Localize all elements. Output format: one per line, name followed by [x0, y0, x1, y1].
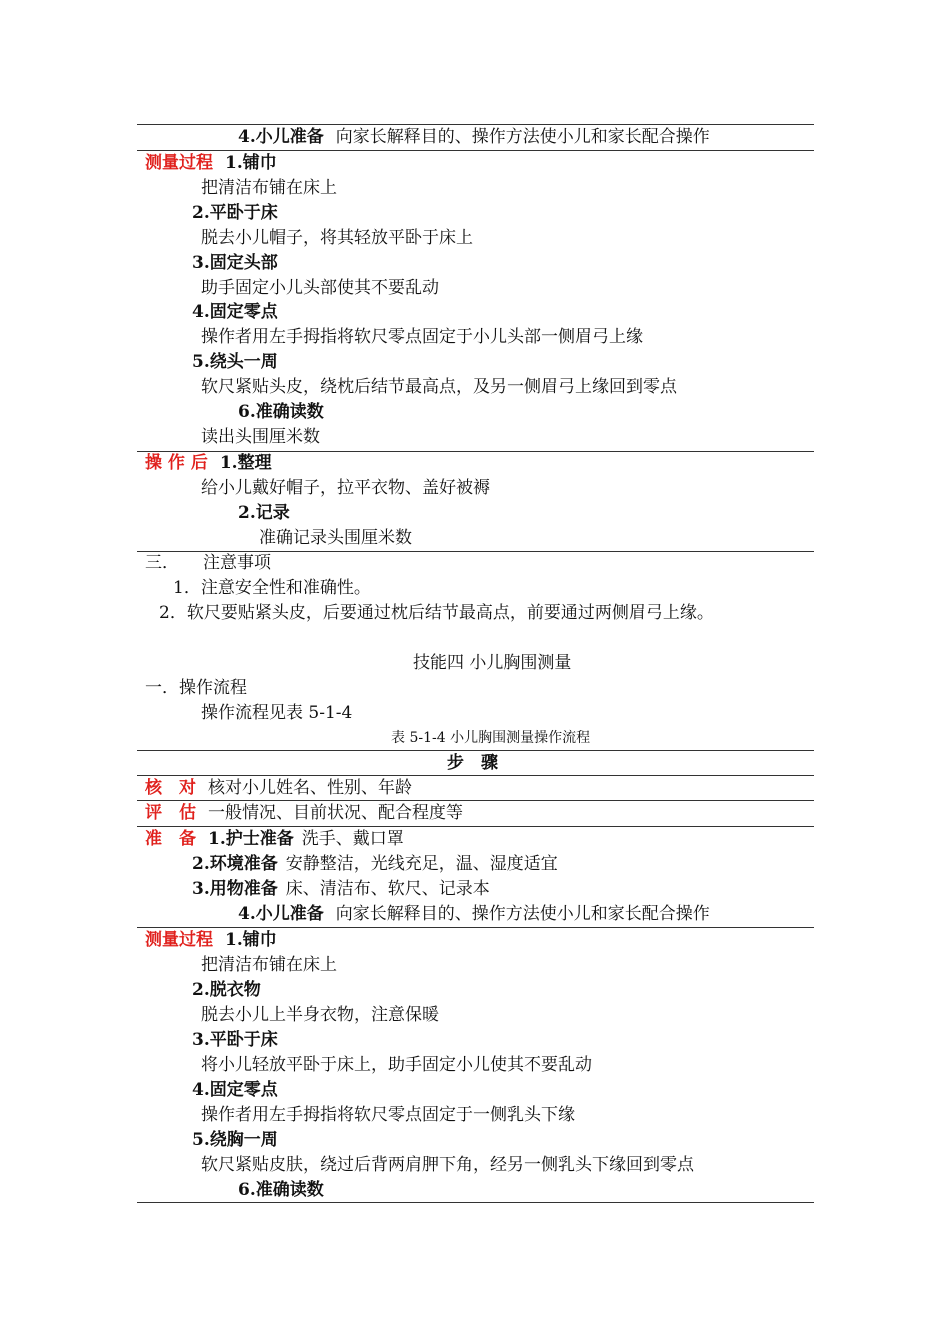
table-row: 4.小儿准备 向家长解释目的、操作方法使小儿和家长配合操作 — [238, 904, 710, 924]
step-text: 脱去小儿帽子，将其轻放平卧于床上 — [201, 228, 473, 248]
table-row: 测量过程 1.铺巾 — [145, 153, 277, 173]
step-title: 4.固定零点 — [192, 302, 278, 322]
step-text: 操作者用左手拇指将软尺零点固定于一侧乳头下缘 — [201, 1105, 575, 1125]
row-label-eval: 评 估 — [145, 803, 196, 823]
step-text: 软尺紧贴头皮，绕枕后结节最高点，及另一侧眉弓上缘回到零点 — [201, 377, 677, 397]
step-text: 把清洁布铺在床上 — [201, 178, 337, 198]
step-title: 3.固定头部 — [192, 253, 278, 273]
step-title: 2.平卧于床 — [192, 203, 278, 223]
step-text: 助手固定小儿头部使其不要乱动 — [201, 278, 439, 298]
step-title: 5.绕头一周 — [192, 352, 278, 372]
section-heading: 一．操作流程 — [145, 678, 247, 698]
notes-heading: 三． 注意事项 — [145, 553, 271, 573]
step-title: 5.绕胸一周 — [192, 1130, 278, 1150]
row-label-check: 核 对 — [145, 778, 196, 798]
table-row: 评 估 一般情况、目前状况、配合程度等 — [145, 803, 463, 823]
step-title: 2.脱衣物 — [192, 980, 261, 1000]
table-rule — [137, 927, 814, 928]
step-text: 准确记录头围厘米数 — [259, 528, 412, 548]
table-row: 核 对 核对小儿姓名、性别、年龄 — [145, 778, 412, 798]
row-label-after: 操 作 后 — [145, 453, 208, 473]
step-text: 把清洁布铺在床上 — [201, 955, 337, 975]
step-title: 2.记录 — [238, 503, 290, 523]
table-row: 测量过程 1.铺巾 — [145, 930, 277, 950]
table-rule — [137, 750, 814, 751]
step-title: 6.准确读数 — [238, 402, 324, 422]
row-label-measure: 测量过程 — [145, 153, 213, 173]
table-row: 2.环境准备 安静整洁，光线充足，温、湿度适宜 — [192, 854, 558, 874]
table-rule — [137, 1202, 814, 1203]
paragraph: 操作流程见表 5-1-4 — [201, 703, 353, 723]
table-header: 步 骤 — [447, 753, 498, 773]
step-text: 操作者用左手拇指将软尺零点固定于小儿头部一侧眉弓上缘 — [201, 327, 643, 347]
table-caption: 表 5-1-4 小儿胸围测量操作流程 — [391, 730, 591, 746]
table-rule — [137, 150, 814, 151]
step-text: 给小儿戴好帽子，拉平衣物、盖好被褥 — [201, 478, 490, 498]
step-text: 将小儿轻放平卧于床上，助手固定小儿使其不要乱动 — [201, 1055, 592, 1075]
step-text: 脱去小儿上半身衣物，注意保暖 — [201, 1005, 439, 1025]
step-text: 软尺紧贴皮肤，绕过后背两肩胛下角，经另一侧乳头下缘回到零点 — [201, 1155, 694, 1175]
table-rule — [137, 124, 814, 125]
table-rule — [137, 451, 814, 452]
table-rule — [137, 551, 814, 552]
note-item: 1．注意安全性和准确性。 — [173, 578, 371, 598]
table-rule — [137, 775, 814, 776]
table-row: 准 备 1.护士准备 洗手、戴口罩 — [145, 829, 404, 849]
step-title: 4.固定零点 — [192, 1080, 278, 1100]
step-text: 读出头围厘米数 — [201, 427, 320, 447]
section-title: 技能四 小儿胸围测量 — [413, 653, 572, 673]
table-row: 操 作 后 1.整理 — [145, 453, 272, 473]
step-title: 3.平卧于床 — [192, 1030, 278, 1050]
step-title: 6.准确读数 — [238, 1180, 324, 1200]
table-rule — [137, 800, 814, 801]
note-item: 2．软尺要贴紧头皮，后要通过枕后结节最高点，前要通过两侧眉弓上缘。 — [159, 603, 714, 623]
table-rule — [137, 826, 814, 827]
table-row: 4.小儿准备 向家长解释目的、操作方法使小儿和家长配合操作 — [238, 127, 710, 147]
table-row: 3.用物准备 床、清洁布、软尺、记录本 — [192, 879, 490, 899]
row-label-measure: 测量过程 — [145, 930, 213, 950]
row-label-prep: 准 备 — [145, 829, 196, 849]
